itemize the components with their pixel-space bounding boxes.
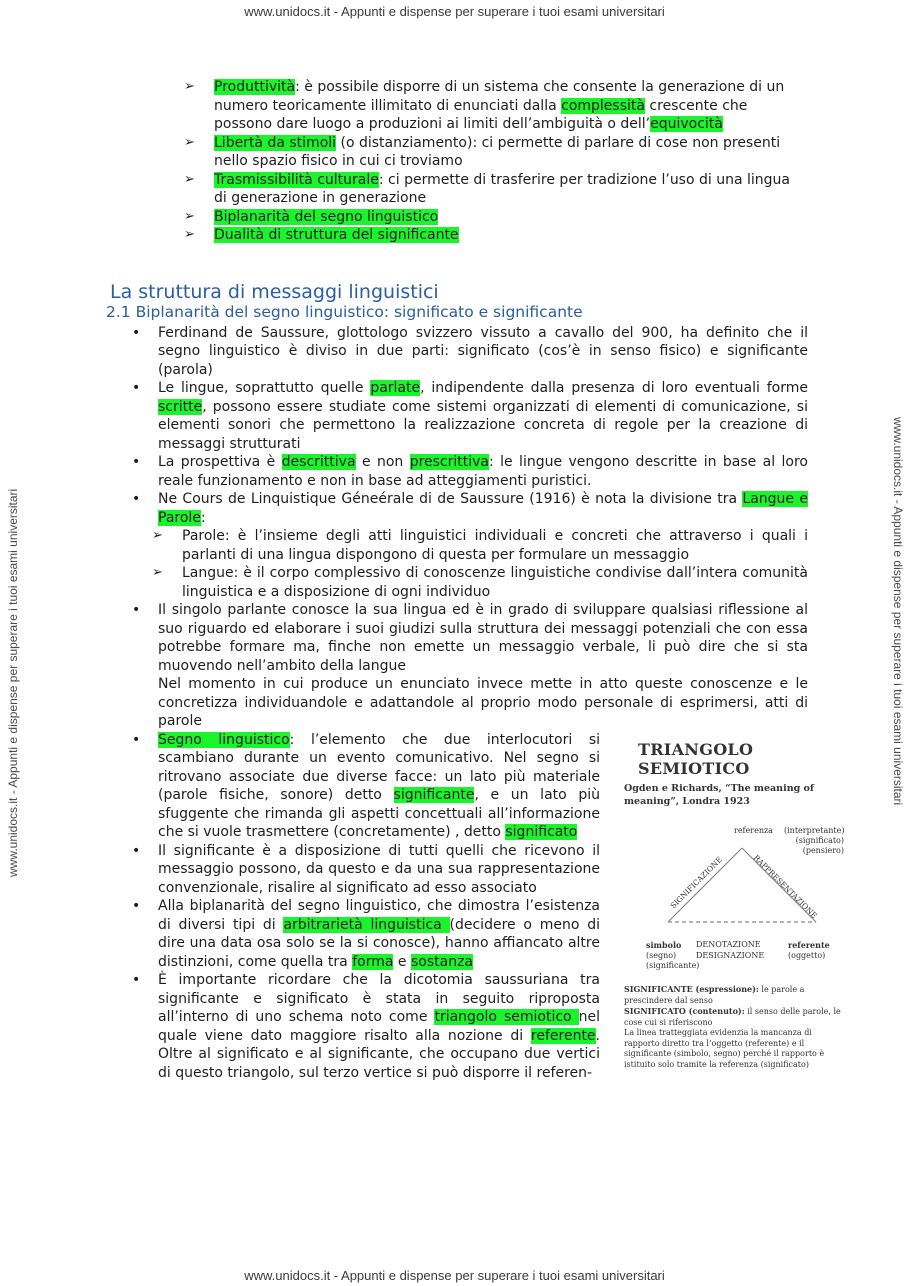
watermark-bottom: www.unidocs.it - Appunti e dispense per superare i tuoi esami universitari	[244, 1268, 665, 1283]
text: : ci permette di trasferire per tradizione l’uso di una lingua di generazione in generazione	[214, 171, 790, 206]
legend-note: La linea tratteggiata evidenzia la mancanza di rapporto diretto tra l’oggetto (referente) e il significante (simbolo, segno) perché il rapporto è istituito solo tramite la referenza (significato)	[624, 1028, 825, 1069]
bottom-labels	[624, 940, 854, 978]
triangle-edge-left	[668, 848, 742, 922]
highlight: sostanza	[410, 953, 473, 970]
list-item	[184, 134, 800, 171]
highlight: significante	[393, 787, 475, 803]
highlight: equivocità	[650, 116, 723, 132]
text: Il singolo parlante conosce la sua lingua ed è in grado di sviluppare qualsiasi riflessione al suo riguardo ed elaborare i suoi giudizi sulla struttura dei messaggi potenziali che con essa potrebbe formare ma, finche non emette un messaggio verbale, li può dire che si sta muovendo nell’ambito della langue	[158, 602, 808, 674]
text: La prospettiva è	[158, 454, 282, 470]
side-left-label: SIGNIFICAZIONE	[668, 854, 724, 911]
text: Il significante è a disposizione di tutti quelli che ricevono il messaggio possono, da questo e da una sua rappresentazione convenzionale, risalire al significato ad esso associato	[158, 842, 600, 896]
watermark-left: www.unidocs.it - Appunti e dispense per superare i tuoi esami universitari	[6, 488, 20, 877]
highlight: scritte	[158, 398, 203, 415]
bottom-edge-sub: DESIGNAZIONE	[696, 951, 765, 960]
sub-list	[152, 527, 808, 601]
text: : le lingue vengono descritte in base al loro reale funzionamento e non in base ad atteggiamenti puristici.	[158, 454, 808, 489]
text: : l’elemento che due interlocutori si scambiano durante un evento comunicativo. Nel segno si ritrovano associate due diverse facce: un lato più materiale (parole fisiche, sonore) detto	[158, 731, 600, 803]
text: , e un lato più sfuggente che rimanda gli aspetti concettuali all’informazione che si vuole trasmettere (concretamente) , detto	[158, 787, 600, 840]
list-item	[130, 324, 808, 380]
vertex-top-right-label: (interpretante) (significato) (pensiero)	[784, 826, 845, 855]
vertex-bottom-right-sub: (oggetto)	[788, 951, 826, 960]
legend-term: SIGNIFICANTE (espressione):	[624, 984, 759, 994]
vertex-bottom-left-label: simbolo	[646, 940, 682, 950]
highlight: parlate	[370, 380, 421, 396]
figure-legend	[624, 984, 849, 1070]
text: crescente che possono dare luogo a produzioni ai limiti dell’ambiguità o dell’	[214, 97, 748, 132]
text: nel quale viene dato maggiore risalto alla nozione di	[158, 1009, 600, 1044]
list-item	[184, 171, 800, 208]
text: Parole: è l’insieme degli atti linguistici individuali e concreti che attraverso i quali i parlanti di una lingua dispongono di questa per formulare un messaggio	[182, 528, 808, 563]
legend-term: SIGNIFICATO (contenuto):	[624, 1006, 745, 1016]
bullet-list-narrow	[130, 731, 600, 1083]
highlight: Dualità di struttura del significante	[214, 227, 459, 243]
paragraph-wrap	[130, 675, 808, 731]
list-item	[130, 490, 808, 601]
list-item	[130, 897, 600, 971]
text: (decidere o meno di dire una data osa solo se la si conosce), hanno affiancato altre distinzioni, come quella tra	[158, 916, 600, 970]
watermark-right: www.unidocs.it - Appunti e dispense per superare i tuoi esami universitari	[891, 417, 905, 806]
highlight: Segno linguistico	[158, 731, 290, 748]
highlight: prescrittiva	[409, 454, 490, 470]
list-item	[130, 971, 600, 1082]
highlight: complessità	[561, 97, 645, 114]
vertex-top-label: referenza	[734, 826, 773, 835]
bullet-list	[130, 324, 808, 676]
figure-title: TRIANGOLO SEMIOTICO	[638, 740, 754, 778]
highlight: Biplanarità del segno linguistico	[214, 208, 439, 225]
text: e	[393, 953, 411, 970]
section-title: La struttura di messaggi linguistici	[110, 280, 439, 303]
highlight: Langue e Parole	[158, 491, 808, 526]
text: Ne Cours de Linquistique Géneérale di de Saussure (1916) è nota la divisione tra	[158, 491, 743, 507]
highlight: triangolo semiotico	[434, 1009, 579, 1025]
figure-subtitle: Ogden e Richards, “The meaning of meaning”, Londra 1923	[624, 783, 814, 807]
list-item	[130, 731, 600, 842]
watermark-top: www.unidocs.it - Appunti e dispense per superare i tuoi esami universitari	[244, 4, 665, 19]
vertex-bottom-right-label: referente	[788, 940, 830, 950]
text: Le lingue, soprattutto quelle	[158, 380, 371, 396]
highlight: referente	[530, 1027, 596, 1044]
list-item	[184, 226, 800, 245]
text: (o distanziamento): ci permette di parlare di cose non presenti nello spazio fisico in cui ci troviamo	[214, 134, 781, 169]
highlight: significato	[505, 824, 578, 840]
highlight: Trasmissibilità culturale	[214, 171, 379, 188]
list-item	[130, 453, 808, 490]
subsection-title: 2.1 Biplanarità del segno linguistico: significato e significante	[106, 303, 583, 321]
paragraph	[130, 675, 808, 731]
side-right-label: RAPPRESENTAZIONE	[751, 853, 819, 921]
list-item	[184, 78, 800, 134]
list-item	[152, 527, 808, 564]
vertex-bottom-left-sub: (segno) (significante)	[646, 951, 700, 970]
list-item	[130, 842, 600, 898]
list-item	[130, 379, 808, 453]
highlight: Libertà da stimoli	[214, 134, 337, 151]
text: , indipendente dalla presenza di loro eventuali forme	[420, 380, 809, 396]
legend-text: le parole a prescindere dal senso	[624, 985, 805, 1005]
list-item	[130, 601, 808, 675]
bottom-edge-label: DENOTAZIONE	[696, 940, 761, 949]
text: . Oltre al significato e al significante, che occupano due vertici di questo triangolo, sul terzo vertice si può disporre il referen-	[158, 1027, 600, 1081]
text: Alla biplanarità del segno linguistico, che dimostra l’esistenza di diversi tipi di	[158, 898, 600, 933]
text: , possono essere studiate come sistemi organizzati di elementi di comunicazione, si elementi sonori che permettono la realizzazione concreta di regole per la creazione di messaggi strutturati	[158, 398, 808, 452]
text: Langue: è il corpo complessivo di conoscenze linguistiche condivise dall’intera comunità linguistica e a disposizione di ogni individuo	[182, 565, 808, 600]
list-item	[152, 564, 808, 601]
triangle-diagram	[624, 810, 844, 940]
text: e non	[355, 454, 410, 470]
highlight: arbitrarietà linguistica	[283, 916, 450, 933]
legend-text: il senso delle parole, le cose cui si riferiscono	[624, 1007, 841, 1027]
highlight: Produttività	[214, 79, 296, 95]
highlight: forma	[352, 953, 394, 970]
text: : è possibile disporre di un sistema che consente la generazione di un numero teoricamente illimitato di enunciati dalla	[214, 79, 785, 114]
text: È importante ricordare che la dicotomia saussuriana tra significante e significato è stata in seguito riproposta all’interno di uno schema noto come	[158, 972, 600, 1025]
properties-list	[184, 78, 800, 245]
highlight: descrittiva	[281, 454, 356, 470]
text: Nel momento in cui produce un enunciato invece mette in atto queste conoscenze e le concretizza individuandole e adattandole al proprio modo personale di esprimersi, atti di parole	[158, 676, 808, 729]
text: :	[200, 509, 206, 526]
list-item	[184, 208, 800, 227]
semiotic-triangle-figure	[624, 740, 854, 1070]
text: Ferdinand de Saussure, glottologo svizzero vissuto a cavallo del 900, ha definito che il segno linguistico è diviso in due parti: significato (cos’è in senso fisico) e significante (parola)	[158, 324, 808, 378]
